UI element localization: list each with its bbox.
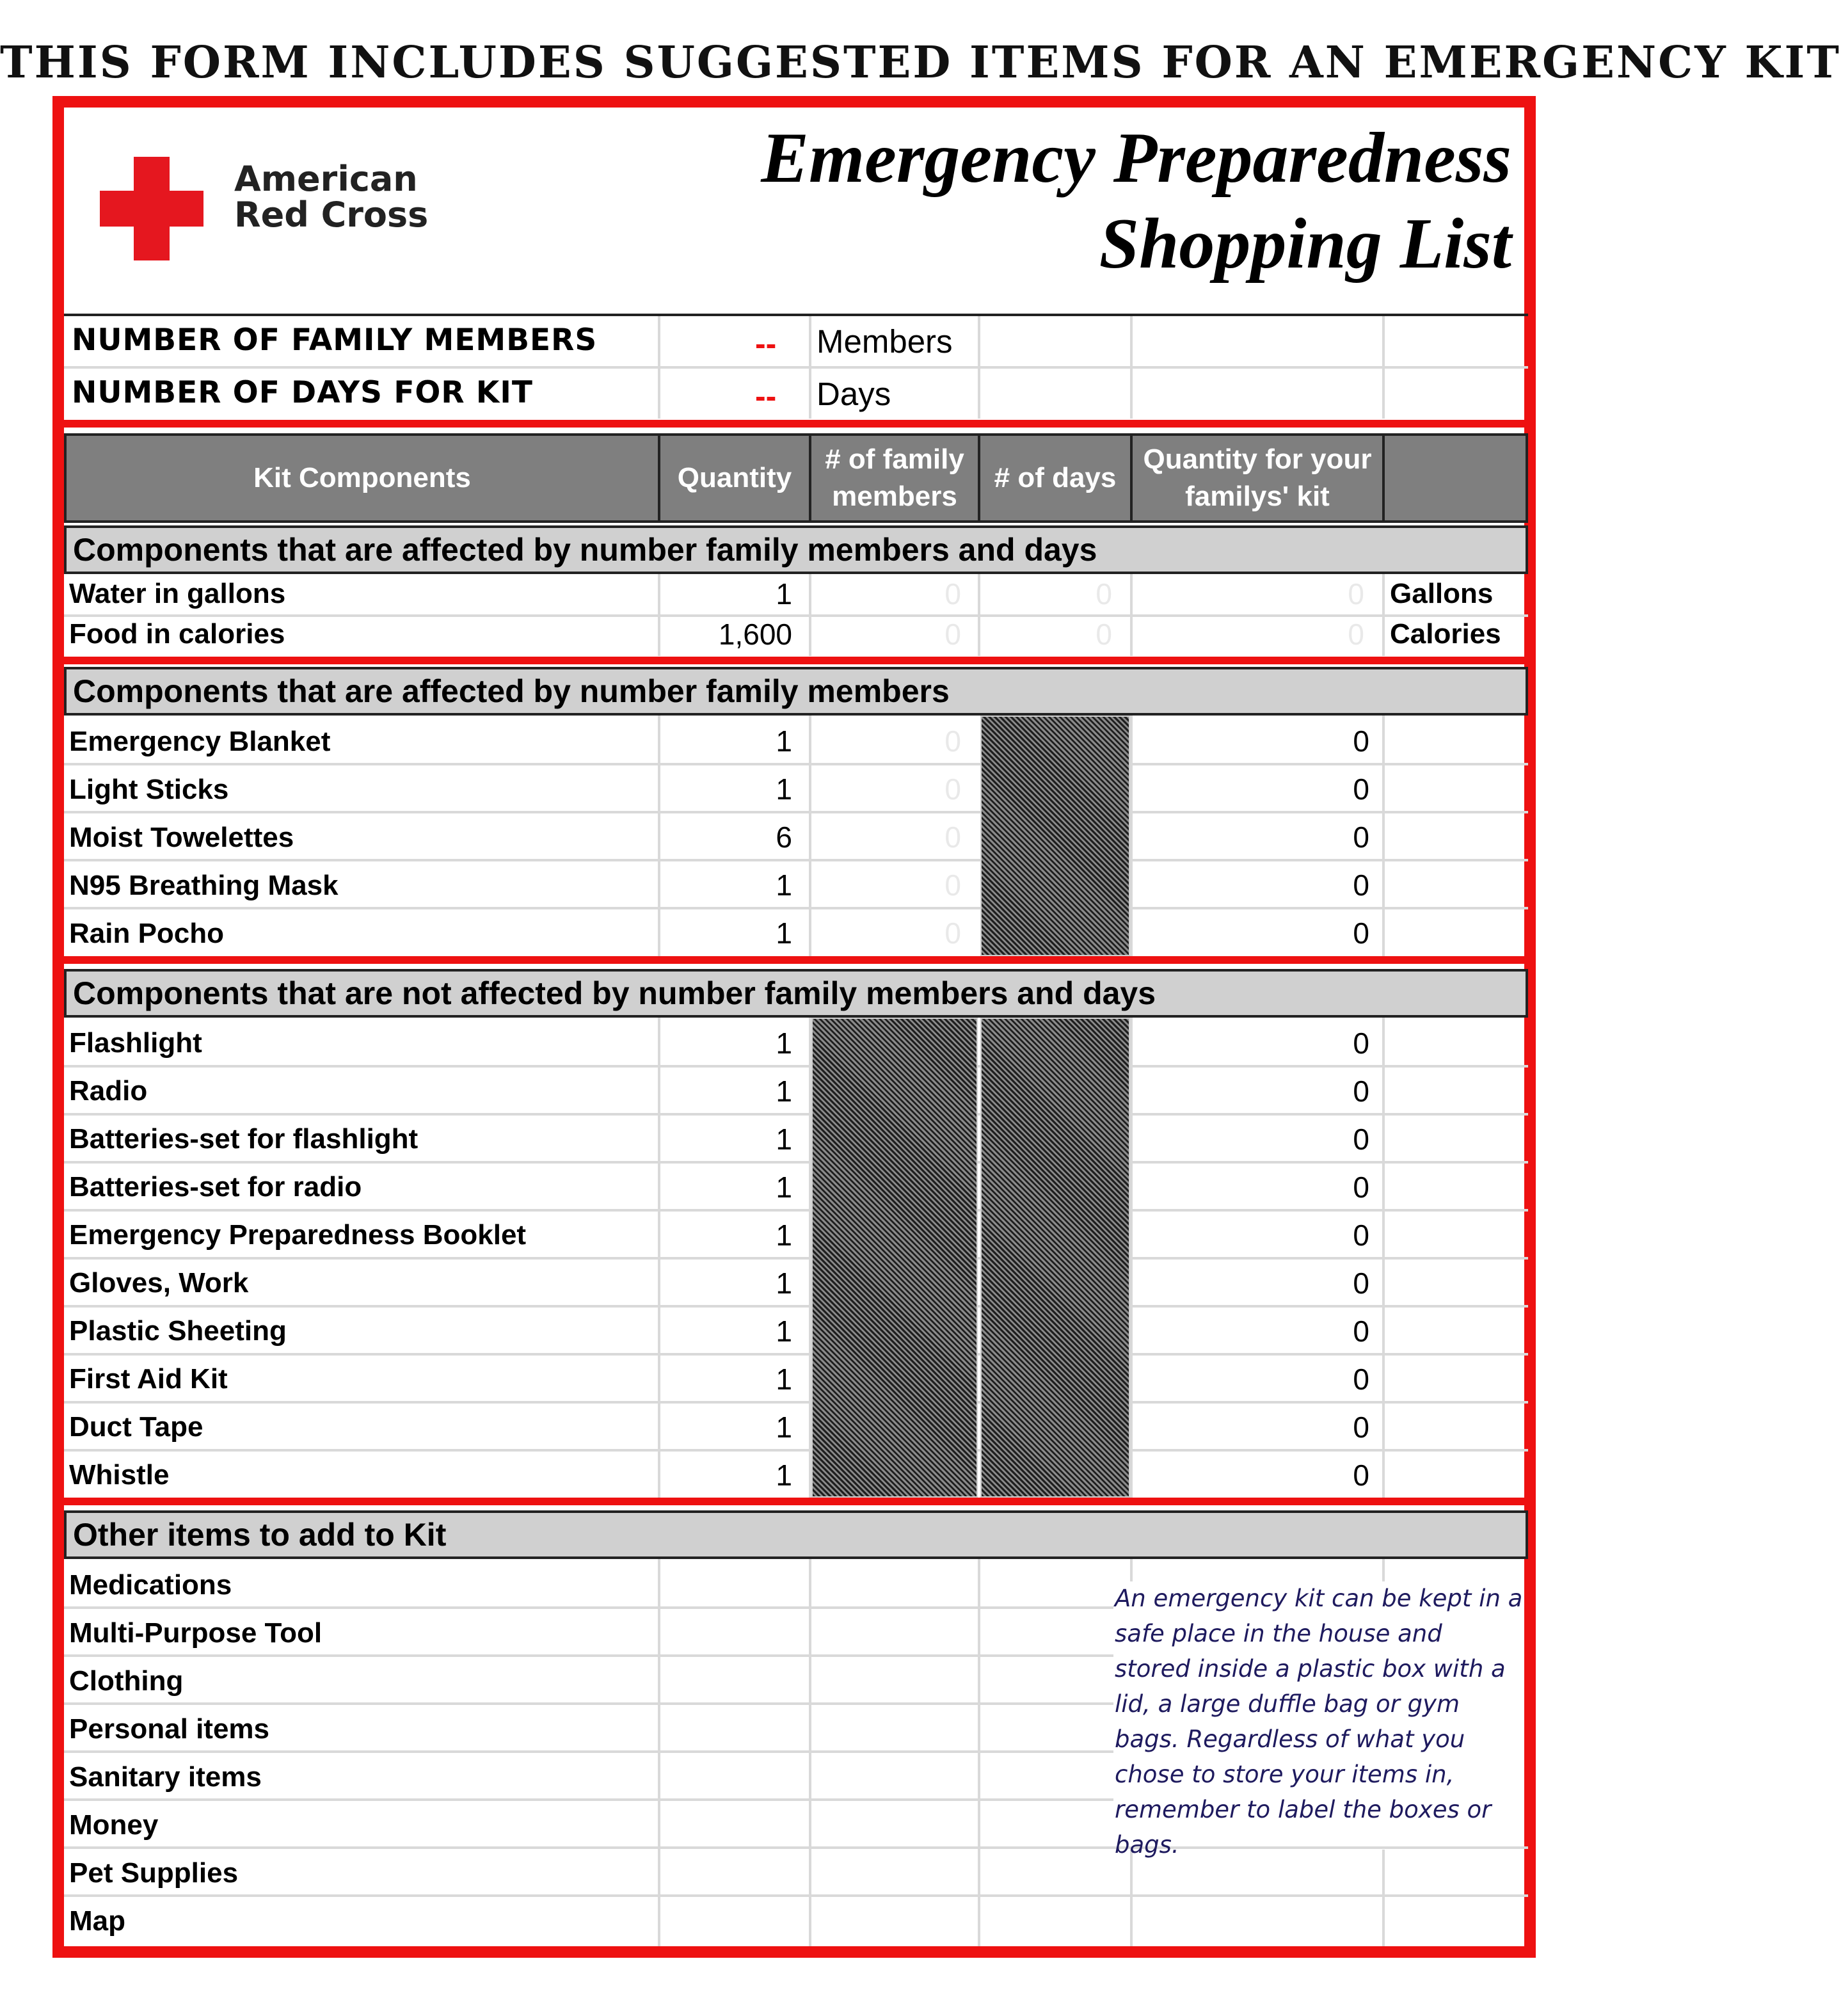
family-members-label: NUMBER OF FAMILY MEMBERS xyxy=(72,323,598,358)
row-divider xyxy=(64,763,1528,765)
qty-booklet: 1 xyxy=(776,1219,792,1252)
qty-food: 1,600 xyxy=(718,618,792,651)
days-value[interactable]: -- xyxy=(755,378,777,414)
grid-line xyxy=(1130,316,1133,419)
grid-line xyxy=(1382,316,1385,419)
row-divider xyxy=(64,859,1528,861)
item-batteries-radio: Batteries-set for radio xyxy=(69,1171,362,1203)
item-pet-supplies: Pet Supplies xyxy=(69,1857,239,1889)
members-emergency-blanket: 0 xyxy=(944,724,961,758)
days-water: 0 xyxy=(1096,577,1112,611)
grid-line xyxy=(1382,1559,1385,1581)
item-light-sticks: Light Sticks xyxy=(69,774,229,805)
qty-emergency-blanket: 1 xyxy=(776,724,792,758)
storage-note: An emergency kit can be kept in a safe place in the house and stored inside a plastic box with a lid, a large duffle bag or gym bags. Regardless of what you chose to store your items in, remember to label the boxes or bags. xyxy=(1115,1585,1523,1859)
total-first-aid-kit: 0 xyxy=(1353,1363,1369,1396)
members-unit: Members xyxy=(817,323,953,360)
col-kit-components: Kit Components xyxy=(253,462,471,493)
item-gloves: Gloves, Work xyxy=(69,1267,249,1299)
grid-line xyxy=(658,574,660,656)
row-divider xyxy=(64,907,1528,909)
item-flashlight: Flashlight xyxy=(69,1027,202,1059)
grid-line xyxy=(658,316,660,419)
total-food: 0 xyxy=(1348,618,1364,651)
row-divider xyxy=(64,1257,1528,1260)
title-line1: Emergency Preparedness xyxy=(761,118,1511,198)
total-duct-tape: 0 xyxy=(1353,1411,1369,1444)
row-divider xyxy=(64,1798,1113,1801)
item-rain-poncho: Rain Pocho xyxy=(69,918,225,949)
item-emergency-blanket: Emergency Blanket xyxy=(69,726,331,757)
item-batteries-flashlight: Batteries-set for flashlight xyxy=(69,1123,418,1155)
qty-water: 1 xyxy=(776,577,792,611)
members-moist-towelettes: 0 xyxy=(944,820,961,854)
logo-line2: Red Cross xyxy=(234,195,429,235)
grid-line xyxy=(1130,574,1133,656)
total-radio: 0 xyxy=(1353,1075,1369,1108)
qty-radio: 1 xyxy=(776,1075,792,1108)
qty-rain-poncho: 1 xyxy=(776,916,792,950)
row-divider xyxy=(64,1702,1113,1705)
qty-whistle: 1 xyxy=(776,1459,792,1492)
grid-line xyxy=(658,716,660,956)
info-row-divider xyxy=(64,366,1528,369)
item-moist-towelettes: Moist Towelettes xyxy=(69,822,294,853)
red-divider xyxy=(64,956,1528,964)
members-water: 0 xyxy=(944,577,961,611)
members-n95-mask: 0 xyxy=(944,868,961,902)
grid-line xyxy=(1130,716,1133,956)
total-rain-poncho: 0 xyxy=(1353,916,1369,950)
item-food: Food in calories xyxy=(69,618,285,650)
qty-light-sticks: 1 xyxy=(776,772,792,806)
item-booklet: Emergency Preparedness Booklet xyxy=(69,1219,527,1251)
days-food: 0 xyxy=(1096,618,1112,651)
section-heading: Components that are not affected by number family members and days xyxy=(64,969,1528,1018)
row-divider xyxy=(64,1161,1528,1164)
qty-flashlight: 1 xyxy=(776,1027,792,1060)
grid-line xyxy=(809,574,811,656)
row-divider xyxy=(64,811,1528,813)
members-food: 0 xyxy=(944,618,961,651)
row-divider xyxy=(64,1209,1528,1212)
total-light-sticks: 0 xyxy=(1353,772,1369,806)
item-n95-mask: N95 Breathing Mask xyxy=(69,870,339,901)
item-first-aid-kit: First Aid Kit xyxy=(69,1363,228,1395)
grid-line xyxy=(1382,574,1385,656)
row-divider xyxy=(64,614,1528,617)
logo-text xyxy=(234,161,428,233)
col-family-members: # of family members xyxy=(825,444,964,512)
total-whistle: 0 xyxy=(1353,1459,1369,1492)
members-light-sticks: 0 xyxy=(944,772,961,806)
row-divider xyxy=(64,1894,1528,1897)
item-clothing: Clothing xyxy=(69,1665,184,1697)
row-divider xyxy=(64,1353,1528,1356)
item-whistle: Whistle xyxy=(69,1459,170,1491)
item-water: Water in gallons xyxy=(69,578,286,609)
info-top-border xyxy=(64,314,1528,316)
item-personal-items: Personal items xyxy=(69,1713,270,1745)
red-cross-icon xyxy=(100,157,203,260)
col-family-kit-quantity: Quantity for your familys' kit xyxy=(1143,444,1372,512)
grid-line xyxy=(809,316,811,419)
item-map: Map xyxy=(69,1905,125,1937)
grid-line xyxy=(809,716,811,956)
red-divider xyxy=(64,657,1528,664)
row-divider xyxy=(64,1401,1528,1404)
item-duct-tape: Duct Tape xyxy=(69,1411,203,1443)
hatched-cell xyxy=(982,1019,1129,1496)
grid-line xyxy=(978,574,980,656)
qty-batteries-flashlight: 1 xyxy=(776,1123,792,1156)
row-divider xyxy=(64,1449,1528,1452)
total-water: 0 xyxy=(1348,577,1364,611)
days-unit: Days xyxy=(817,376,891,412)
grid-line xyxy=(978,316,980,419)
total-batteries-radio: 0 xyxy=(1353,1171,1369,1204)
total-plastic-sheeting: 0 xyxy=(1353,1315,1369,1348)
total-flashlight: 0 xyxy=(1353,1027,1369,1060)
qty-moist-towelettes: 6 xyxy=(776,820,792,854)
qty-n95-mask: 1 xyxy=(776,868,792,902)
qty-first-aid-kit: 1 xyxy=(776,1363,792,1396)
item-multi-purpose-tool: Multi-Purpose Tool xyxy=(69,1617,323,1649)
total-booklet: 0 xyxy=(1353,1219,1369,1252)
banner-heading: THIS FORM INCLUDES SUGGESTED ITEMS FOR AN EMERGENCY KIT xyxy=(0,37,1841,88)
total-moist-towelettes: 0 xyxy=(1353,820,1369,854)
row-divider xyxy=(64,1606,1113,1609)
col-quantity: Quantity xyxy=(677,462,792,493)
section-heading: Components that are affected by number family members and days xyxy=(64,525,1528,574)
item-radio: Radio xyxy=(69,1075,148,1107)
row-divider xyxy=(64,1065,1528,1068)
family-members-value[interactable]: -- xyxy=(755,326,777,362)
grid-line xyxy=(1382,716,1385,956)
row-divider xyxy=(64,1113,1528,1116)
total-batteries-flashlight: 0 xyxy=(1353,1123,1369,1156)
row-divider xyxy=(64,1750,1113,1753)
unit-calories: Calories xyxy=(1390,618,1501,650)
title-line2: Shopping List xyxy=(1099,204,1511,284)
days-label: NUMBER OF DAYS FOR KIT xyxy=(72,375,533,410)
logo-line1: American xyxy=(234,159,418,199)
grid-line xyxy=(1130,1850,1133,1946)
hatched-cell xyxy=(813,1019,976,1496)
red-divider xyxy=(64,1498,1528,1505)
total-n95-mask: 0 xyxy=(1353,868,1369,902)
header-divider xyxy=(1382,433,1385,523)
item-plastic-sheeting: Plastic Sheeting xyxy=(69,1315,287,1347)
total-gloves: 0 xyxy=(1353,1267,1369,1300)
col-days: # of days xyxy=(994,462,1117,493)
item-sanitary-items: Sanitary items xyxy=(69,1761,262,1793)
section-heading: Other items to add to Kit xyxy=(64,1510,1528,1559)
qty-batteries-radio: 1 xyxy=(776,1171,792,1204)
qty-gloves: 1 xyxy=(776,1267,792,1300)
item-money: Money xyxy=(69,1809,159,1841)
red-divider xyxy=(64,420,1528,428)
grid-line xyxy=(1130,1559,1133,1581)
members-rain-poncho: 0 xyxy=(944,916,961,950)
row-divider xyxy=(64,1654,1113,1657)
total-emergency-blanket: 0 xyxy=(1353,724,1369,758)
qty-duct-tape: 1 xyxy=(776,1411,792,1444)
qty-plastic-sheeting: 1 xyxy=(776,1315,792,1348)
grid-line xyxy=(1382,1850,1385,1946)
unit-gallons: Gallons xyxy=(1390,578,1494,609)
row-divider xyxy=(64,1305,1528,1308)
section-heading: Components that are affected by number family members xyxy=(64,667,1528,716)
hatched-cell xyxy=(982,717,1129,955)
item-medications: Medications xyxy=(69,1569,232,1601)
